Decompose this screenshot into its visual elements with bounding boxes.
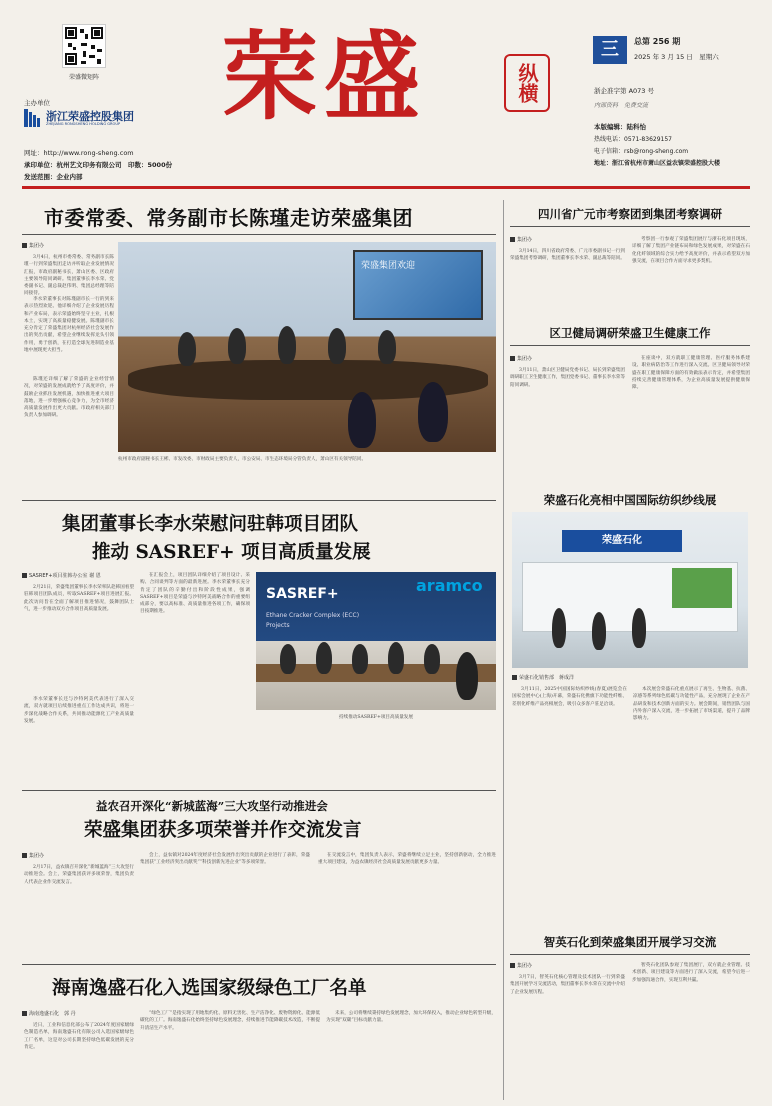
- body-a4-p3: 李水荣董事长还与沙特阿美代表进行了深入交流，双方就项目后续推进重点工作达成共识，将进一步深化战略合作关系，共同推动能源化工产业高质量发展。: [24, 697, 134, 724]
- headline-a3: 区卫健局调研荣盛卫生健康工作: [549, 326, 711, 340]
- photo-a5-booth: [512, 512, 748, 668]
- column-divider-right: [503, 200, 504, 1100]
- body-a3-p1: 3月11日，萧山区卫健局党委书记、局长到荣盛集团调研职工卫生健康工作，集团党委书记、董事长李水荣等陪同调研。: [510, 368, 625, 388]
- stamp-text: 纵横: [515, 63, 539, 103]
- divider-a3: [510, 345, 750, 346]
- headline-a4-line2: 推动 SASREF+ 项目高质量发展: [92, 542, 371, 563]
- square-bullet-icon: [22, 1011, 27, 1016]
- issue-total: 总第 256 期: [634, 37, 681, 46]
- headline-a1: 市委常委、常务副市长陈瑾走访荣盛集团: [44, 206, 413, 230]
- photo-a4-line2: Projects: [266, 622, 290, 629]
- square-bullet-icon: [22, 853, 27, 858]
- section-badge: [593, 36, 627, 64]
- body-a1-p3: 陈瑾还详细了解了荣盛的企业经营情况，对荣盛的发展成就给予了高度评价，并鼓励企业抓住发展机遇，加快推进重大项目落地，进一步增强核心竞争力，为全市经济高质量发展作出更大贡献。市政府相关部门负责人参加调研。: [24, 377, 114, 419]
- byline-a2: [510, 236, 532, 243]
- headline-a7: 智英石化到荣盛集团开展学习交流: [543, 935, 717, 949]
- square-bullet-icon: [510, 237, 515, 242]
- byline-a8: [22, 1010, 76, 1017]
- headline-a2: 四川省广元市考察团到集团考察调研: [538, 207, 722, 221]
- byline-a3-text: 集团办: [517, 356, 533, 362]
- body-a1-p2: 李水荣董事长对陈瑾副市长一行的到来表示热烈欢迎。他详细介绍了企业发展历程和产业布局，表示荣盛始终坚守主业，扎根本土，实现了高质量稳健发展。陈瑾副市长充分肯定了荣盛集团对杭州经济社会发展作出的突出贡献，希望企业继续发挥龙头引领作用，勇于创新，在打造全球先进制造业基地中展现更大担当。: [24, 297, 114, 354]
- photo-a1-screen-text: 荣盛集团欢迎: [361, 261, 416, 271]
- caption-a1: 杭州市政府副秘书长王彬、市发改委、市财政局主要负责人，市公安局、市生态环境局分管负责人，萧山区有关领导陪同。: [118, 457, 367, 462]
- byline-a1: [22, 242, 44, 249]
- byline-a4: [22, 572, 101, 579]
- photo-a1-screen: [353, 250, 483, 320]
- photo-a1-meeting: [118, 242, 496, 452]
- byline-a8-text: 海南逸盛石化 郭 丹: [29, 1011, 76, 1017]
- permit: 浙企准字第 A073 号: [594, 87, 654, 95]
- byline-a7-text: 集团办: [517, 963, 533, 969]
- headline-a5: 荣盛石化亮相中国国际纺织纱线展: [543, 493, 717, 507]
- photo-a4-meeting: [256, 572, 496, 710]
- body-a7-p2: 智英石化团队参观了集团展厅，双方就企业管理、技术创新、项目建设等方面进行了深入交流，希望今后进一步加强沟通合作，实现互利共赢。: [632, 963, 750, 983]
- hotline: 热线电话：0571-83629157: [594, 136, 672, 143]
- body-a2-p1: 3月14日，四川省政府常委、广元市委副书记一行到荣盛集团考察调研，集团董事长李水荣、副总裁等陪同。: [510, 249, 625, 262]
- photo-a5-sign: 荣盛石化: [562, 530, 682, 552]
- permit-note: 内部资料 免费交流: [594, 102, 649, 109]
- sponsor-label: 主办单位: [24, 99, 50, 107]
- printer: 承印单位：杭州艺文印务有限公司 印数：5000份: [24, 161, 173, 169]
- issue-date: 2025 年 3 月 15 日 星期六: [634, 53, 719, 61]
- body-a2-p2: 考察团一行参观了荣盛集团展厅与浙石化项目现场，详细了解了集团产业链布局和绿色发展成果，对荣盛在石化化纤领域的综合实力给予高度评价，并表示希望双方加强交流，在项目合作方面寻求更多契机。: [632, 237, 750, 264]
- body-a6-p3: 在交流发言中，集团负责人表示，荣盛将继续立足主业，坚持创新驱动，全力推进重大项目建设，为益农镇经济社会高质量发展贡献更多力量。: [318, 853, 496, 866]
- address: 地址：浙江省杭州市萧山区益农镇荣盛控股大楼: [594, 160, 721, 167]
- body-a6-p2: 会上，益农镇对2024年度经济社会发展作出突出贡献的企业进行了表彰，荣盛集团获“工业经济突出贡献奖”“科技创新先进企业”等多项荣誉。: [140, 853, 310, 866]
- square-bullet-icon: [510, 356, 515, 361]
- square-bullet-icon: [22, 243, 27, 248]
- divider-a7: [510, 954, 750, 955]
- body-a5-p2: 本次展会荣盛石化重点展示了再生、生物基、抗菌、凉感等系列绿色低碳与功能性产品，充分展现了企业在产品研发和技术创新方面的实力。展会期间，销售团队与国内外客户深入交流，进一步拓展了市场渠道，提升了品牌影响力。: [633, 687, 750, 722]
- distribution: 发送范围：企业内部: [24, 173, 83, 181]
- photo-a4-project: SASREF+: [266, 586, 339, 602]
- body-a8-p1: 近日，工业和信息化部公布了2024年度国家级绿色制造名单，海南逸盛石化有限公司入选国家级绿色工厂名单，这是对公司长期坚持绿色低碳发展的充分肯定。: [24, 1023, 134, 1050]
- body-a8-p2: “绿色工厂”是指实现了用地集约化、原料无害化、生产洁净化、废物资源化、能源低碳化的工厂。海南逸盛石化始终坚持绿色发展理念，持续推进节能降碳技术改造，不断提升清洁生产水平。: [140, 1011, 320, 1031]
- email: 电子信箱：rsb@rong-sheng.com: [594, 148, 689, 155]
- body-a8-p3: 未来，公司将继续秉持绿色发展理念，加大环保投入，推动企业绿色转型升级，为实现“双碳”目标贡献力量。: [326, 1011, 496, 1024]
- byline-a6-text: 集团办: [29, 853, 45, 859]
- caption-a4: 持续推动SASREF+项目高质量发展: [339, 715, 413, 720]
- divider-a1: [22, 234, 496, 235]
- headline-a6-kicker: 益农召开深化“新城蓝海”三大攻坚行动推进会: [96, 799, 328, 813]
- masthead-rule: [22, 186, 750, 189]
- byline-a1-text: 集团办: [29, 243, 45, 249]
- body-a4-p2: 在汇报会上，项目团队详细介绍了项目设计、采购、合同谈判等方面的最新进展。李水荣董事长充分肯定了团队的辛勤付出和阶段性成果，强调SASREF+项目是荣盛与沙特阿美战略合作的重要组成部分，要以高标准、高质量推进各项工作，确保项目按期推进。: [140, 573, 250, 615]
- byline-a5-text: 荣盛石化销售部 蒋成洋: [519, 675, 575, 681]
- body-a7-p1: 3月7日，智英石化核心管理及技术团队一行到荣盛集团开展学习交流活动，集团董事长李水荣在交流中介绍了企业发展历程。: [510, 975, 625, 995]
- photo-a4-line1: Ethane Cracker Complex (ECC): [266, 612, 360, 619]
- photo-a5-green: [672, 568, 732, 608]
- divider-a6-top: [22, 790, 496, 791]
- byline-a3: [510, 355, 532, 362]
- square-bullet-icon: [512, 675, 517, 680]
- square-bullet-icon: [22, 573, 27, 578]
- body-a1-p1: 3月4日，杭州市委常委、常务副市长陈瑾一行到荣盛集团走访并听取企业发展情况汇报，市政府副秘书长，萧山区委、区政府主要领导陪同调研。集团董事长李水荣、党委副书记、副总裁赵伟明、集团总经理等陪同接待。: [24, 255, 114, 297]
- company-name-en: ZHEJIANG RONGSHENG HOLDING GROUP: [46, 122, 121, 126]
- byline-a2-text: 集团办: [517, 237, 533, 243]
- body-a4-p1: 2月21日，荣盛集团董事长李水荣率队赴韩国看望驻韩项目团队成员，听取SASREF+项目进展汇报。此次访问旨在全面了解项目推进情况，鼓舞团队士气，进一步推动双方合作项目高质量发展。: [24, 585, 134, 612]
- headline-a8: 海南逸盛石化入选国家级绿色工厂名单: [52, 978, 367, 999]
- divider-a8-top: [22, 964, 496, 965]
- photo-a4-logo: aramco: [416, 576, 483, 595]
- square-bullet-icon: [510, 963, 515, 968]
- body-a5-p1: 3月11日，2025中国国际纺织纱线(春夏)展览会在国家会展中心(上海)开幕，荣盛石化携旗下功能性纤维、差别化纤维产品亮相展会，吸引众多客户驻足洽谈。: [512, 687, 627, 707]
- qr-caption: 荣盛微矩阵: [68, 74, 99, 81]
- byline-a4-text: SASREF+项目驻韩办公室 谢 恩: [29, 573, 101, 579]
- body-a3-p2: 在座谈中，双方就职工健康管理、医疗服务体系建设、职业病防治等工作进行深入交流。区卫健局领导对荣盛在职工健康保障方面的有效做法表示肯定，并希望集团持续完善健康管理体系，为企业高质量发展提供健康保障。: [632, 356, 750, 391]
- qr-code[interactable]: [62, 24, 106, 68]
- divider-a2: [510, 226, 750, 227]
- body-a6-p1: 2月17日，益农镇召开深化“新城蓝海”三大攻坚行动推进会。会上，荣盛集团获评多项荣誉，集团负责人代表企业作交流发言。: [24, 865, 134, 885]
- divider-a4-top: [22, 500, 496, 501]
- stamp-seal: [504, 54, 550, 112]
- headline-a6: 荣盛集团获多项荣誉并作交流发言: [84, 820, 362, 841]
- masthead-title: 荣盛: [222, 20, 426, 133]
- company-name: 浙江荣盛控股集团: [46, 110, 134, 123]
- company-logo-icon: [24, 109, 42, 127]
- section-number: 三: [601, 39, 619, 60]
- website: 网址：http://www.rong-sheng.com: [24, 149, 134, 157]
- byline-a5: [512, 674, 574, 681]
- headline-a4-line1: 集团董事长李水荣慰问驻韩项目团队: [62, 514, 359, 535]
- byline-a7: [510, 962, 532, 969]
- byline-a6: [22, 852, 44, 859]
- editor: 本版编辑：陆科怡: [594, 123, 646, 131]
